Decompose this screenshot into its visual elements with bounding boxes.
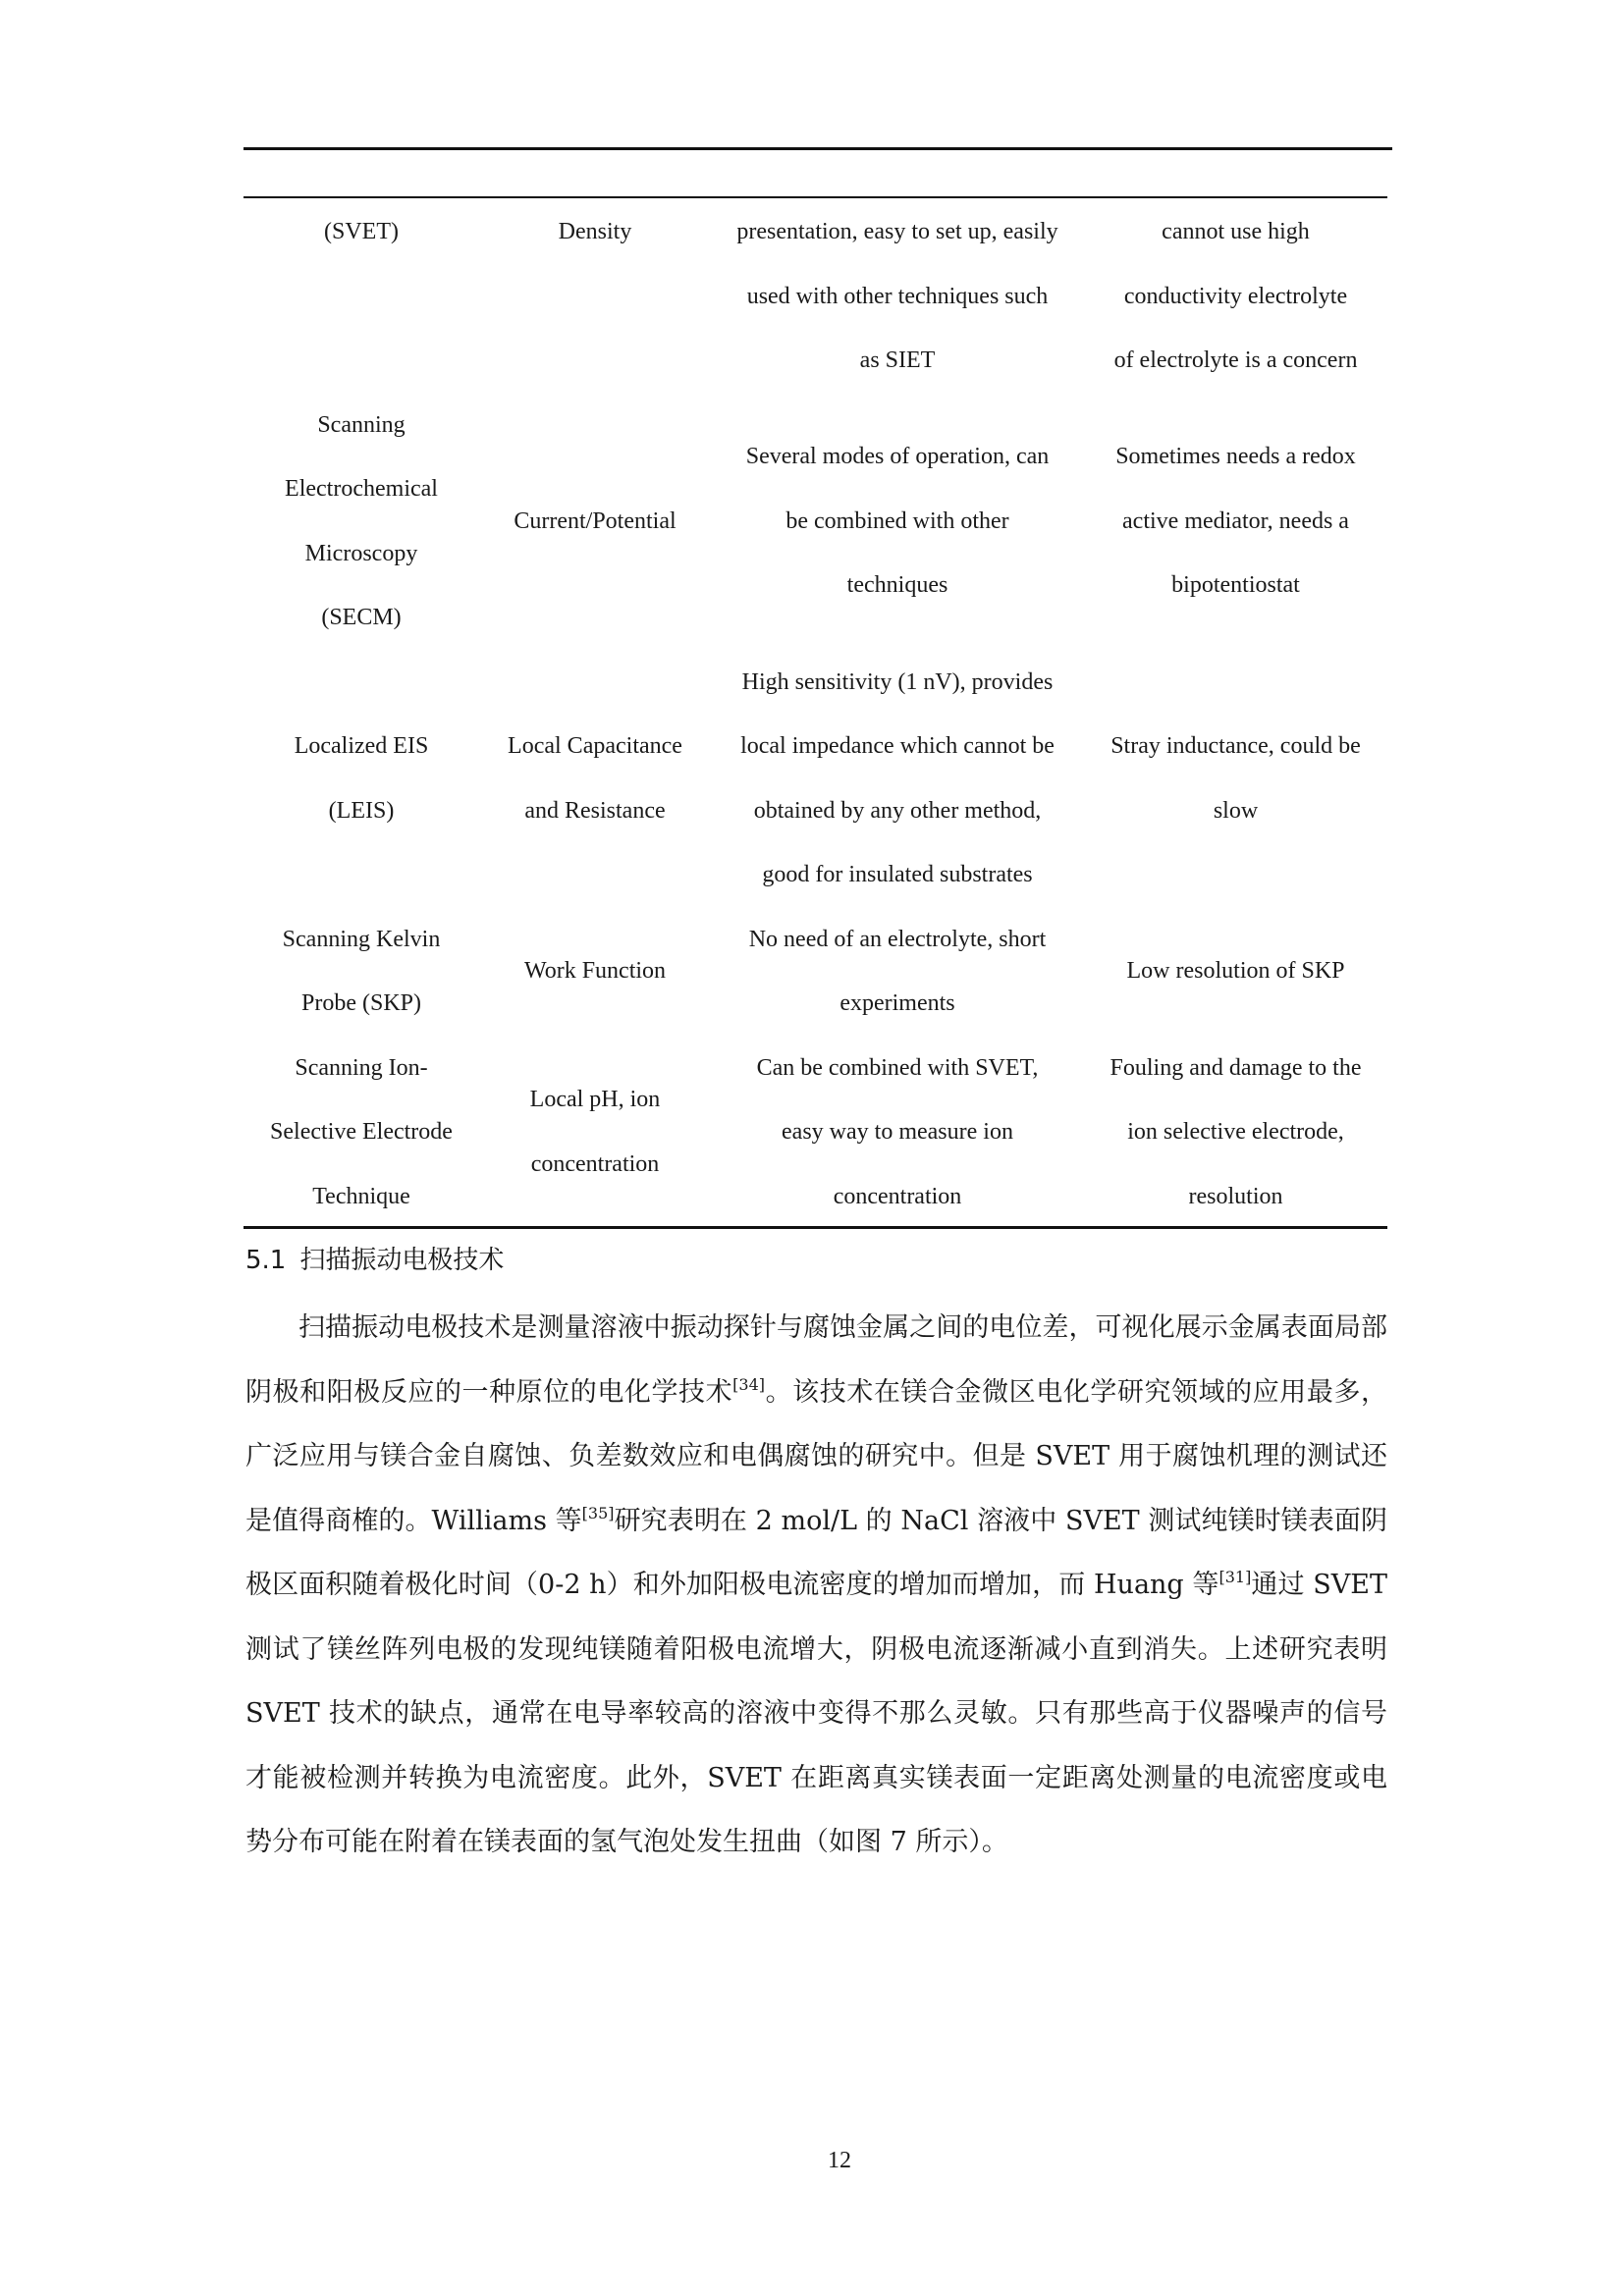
table-row bbox=[244, 394, 1387, 651]
measures-cell: Current/Potential bbox=[514, 507, 677, 534]
table-row bbox=[244, 200, 1387, 394]
table-top-rule bbox=[244, 196, 1387, 198]
advantages-cell: High sensitivity (1 nV), provides local impedance which cannot be obtained by any other method, good for insulated substrates bbox=[740, 668, 1055, 887]
paragraph-text: 研究表明在 2 mol/L 的 NaCl 溶液中 SVET 测试纯镁时镁表面阴极区面积随着极化时间（0-2 h）和外加阳极电流密度的增加而增加，而 Huang 等 bbox=[245, 1505, 1387, 1600]
disadvantages-cell: Stray inductance, could be slow bbox=[1110, 733, 1361, 824]
table-row bbox=[244, 908, 1387, 1037]
section-number: 5.1 bbox=[245, 1246, 287, 1275]
technique-cell: (SVET) bbox=[324, 219, 399, 244]
advantages-cell: Can be combined with SVET, easy way to measure ion concentration bbox=[756, 1054, 1039, 1209]
table-bottom-rule bbox=[244, 1226, 1387, 1229]
disadvantages-cell: Sometimes needs a redox active mediator, needs a bipotentiostat bbox=[1115, 444, 1356, 599]
techniques-table bbox=[244, 200, 1387, 1229]
technique-cell: Scanning Ion- Selective Electrode Technique bbox=[270, 1054, 453, 1209]
disadvantages-cell: Fouling and damage to the ion selective electrode, resolution bbox=[1110, 1054, 1362, 1209]
table-row bbox=[244, 1037, 1387, 1230]
measures-cell: Work Function bbox=[523, 958, 667, 985]
table-row bbox=[244, 651, 1387, 908]
technique-cell: Scanning Kelvin Probe (SKP) bbox=[282, 926, 441, 1016]
disadvantages-cell: cannot use high conductivity electrolyte of electrolyte is a concern bbox=[1113, 219, 1358, 373]
advantages-cell: Several modes of operation, can be combined with other techniques bbox=[745, 444, 1050, 599]
section-title: 扫描振动电极技术 bbox=[299, 1246, 505, 1275]
technique-cell: Localized EIS (LEIS) bbox=[294, 733, 429, 824]
advantages-cell: presentation, easy to set up, easily used with other techniques such as SIET bbox=[736, 219, 1058, 373]
body-paragraph bbox=[245, 1296, 1387, 1875]
technique-cell: Scanning Electrochemical Microscopy (SECM) bbox=[285, 411, 438, 630]
paragraph-text: 扫描振动电极技术是测量溶液中振动探针与腐蚀金属之间的电位差，可视化展示金属表面局部阴极和阳极反应的一种原位的电化学技术 bbox=[245, 1312, 1387, 1408]
section-heading bbox=[245, 1239, 504, 1282]
citation: [35] bbox=[581, 1503, 615, 1522]
measures-cell: Density bbox=[558, 219, 632, 244]
paragraph-text: 通过 SVET 测试了镁丝阵列电极的发现纯镁随着阳极电流增大，阴极电流逐渐减小直到消失。上述研究表明 SVET 技术的缺点，通常在电导率较高的溶液中变得不那么灵敏。只有那些高于仪器噪声的信号才能被检测并转换为电流密度。此外，SVET 在距离真实镁表面一定距离处测量的电流密度或电势分布可能在附着在镁表面的氢气泡处发生扭曲（如图 7 所示）。 bbox=[245, 1570, 1387, 1857]
disadvantages-cell: Low resolution of SKP bbox=[1126, 958, 1345, 985]
citation: [31] bbox=[1218, 1568, 1252, 1586]
header-rule bbox=[244, 147, 1392, 150]
citation: [34] bbox=[732, 1374, 766, 1394]
paragraph-text: 。该技术在镁合金微区电化学研究领域的应用最多，广泛应用与镁合金自腐蚀、负差数效应和电偶腐蚀的研究中。但是 SVET 用于腐蚀机理的测试还是值得商榷的。Williams 等 bbox=[245, 1376, 1388, 1536]
page-number: 12 bbox=[828, 2148, 851, 2173]
measures-cell: Local Capacitance and Resistance bbox=[508, 733, 682, 824]
advantages-cell: No need of an electrolyte, short experiments bbox=[748, 926, 1047, 1016]
measures-cell: Local pH, ion concentration bbox=[529, 1087, 661, 1177]
